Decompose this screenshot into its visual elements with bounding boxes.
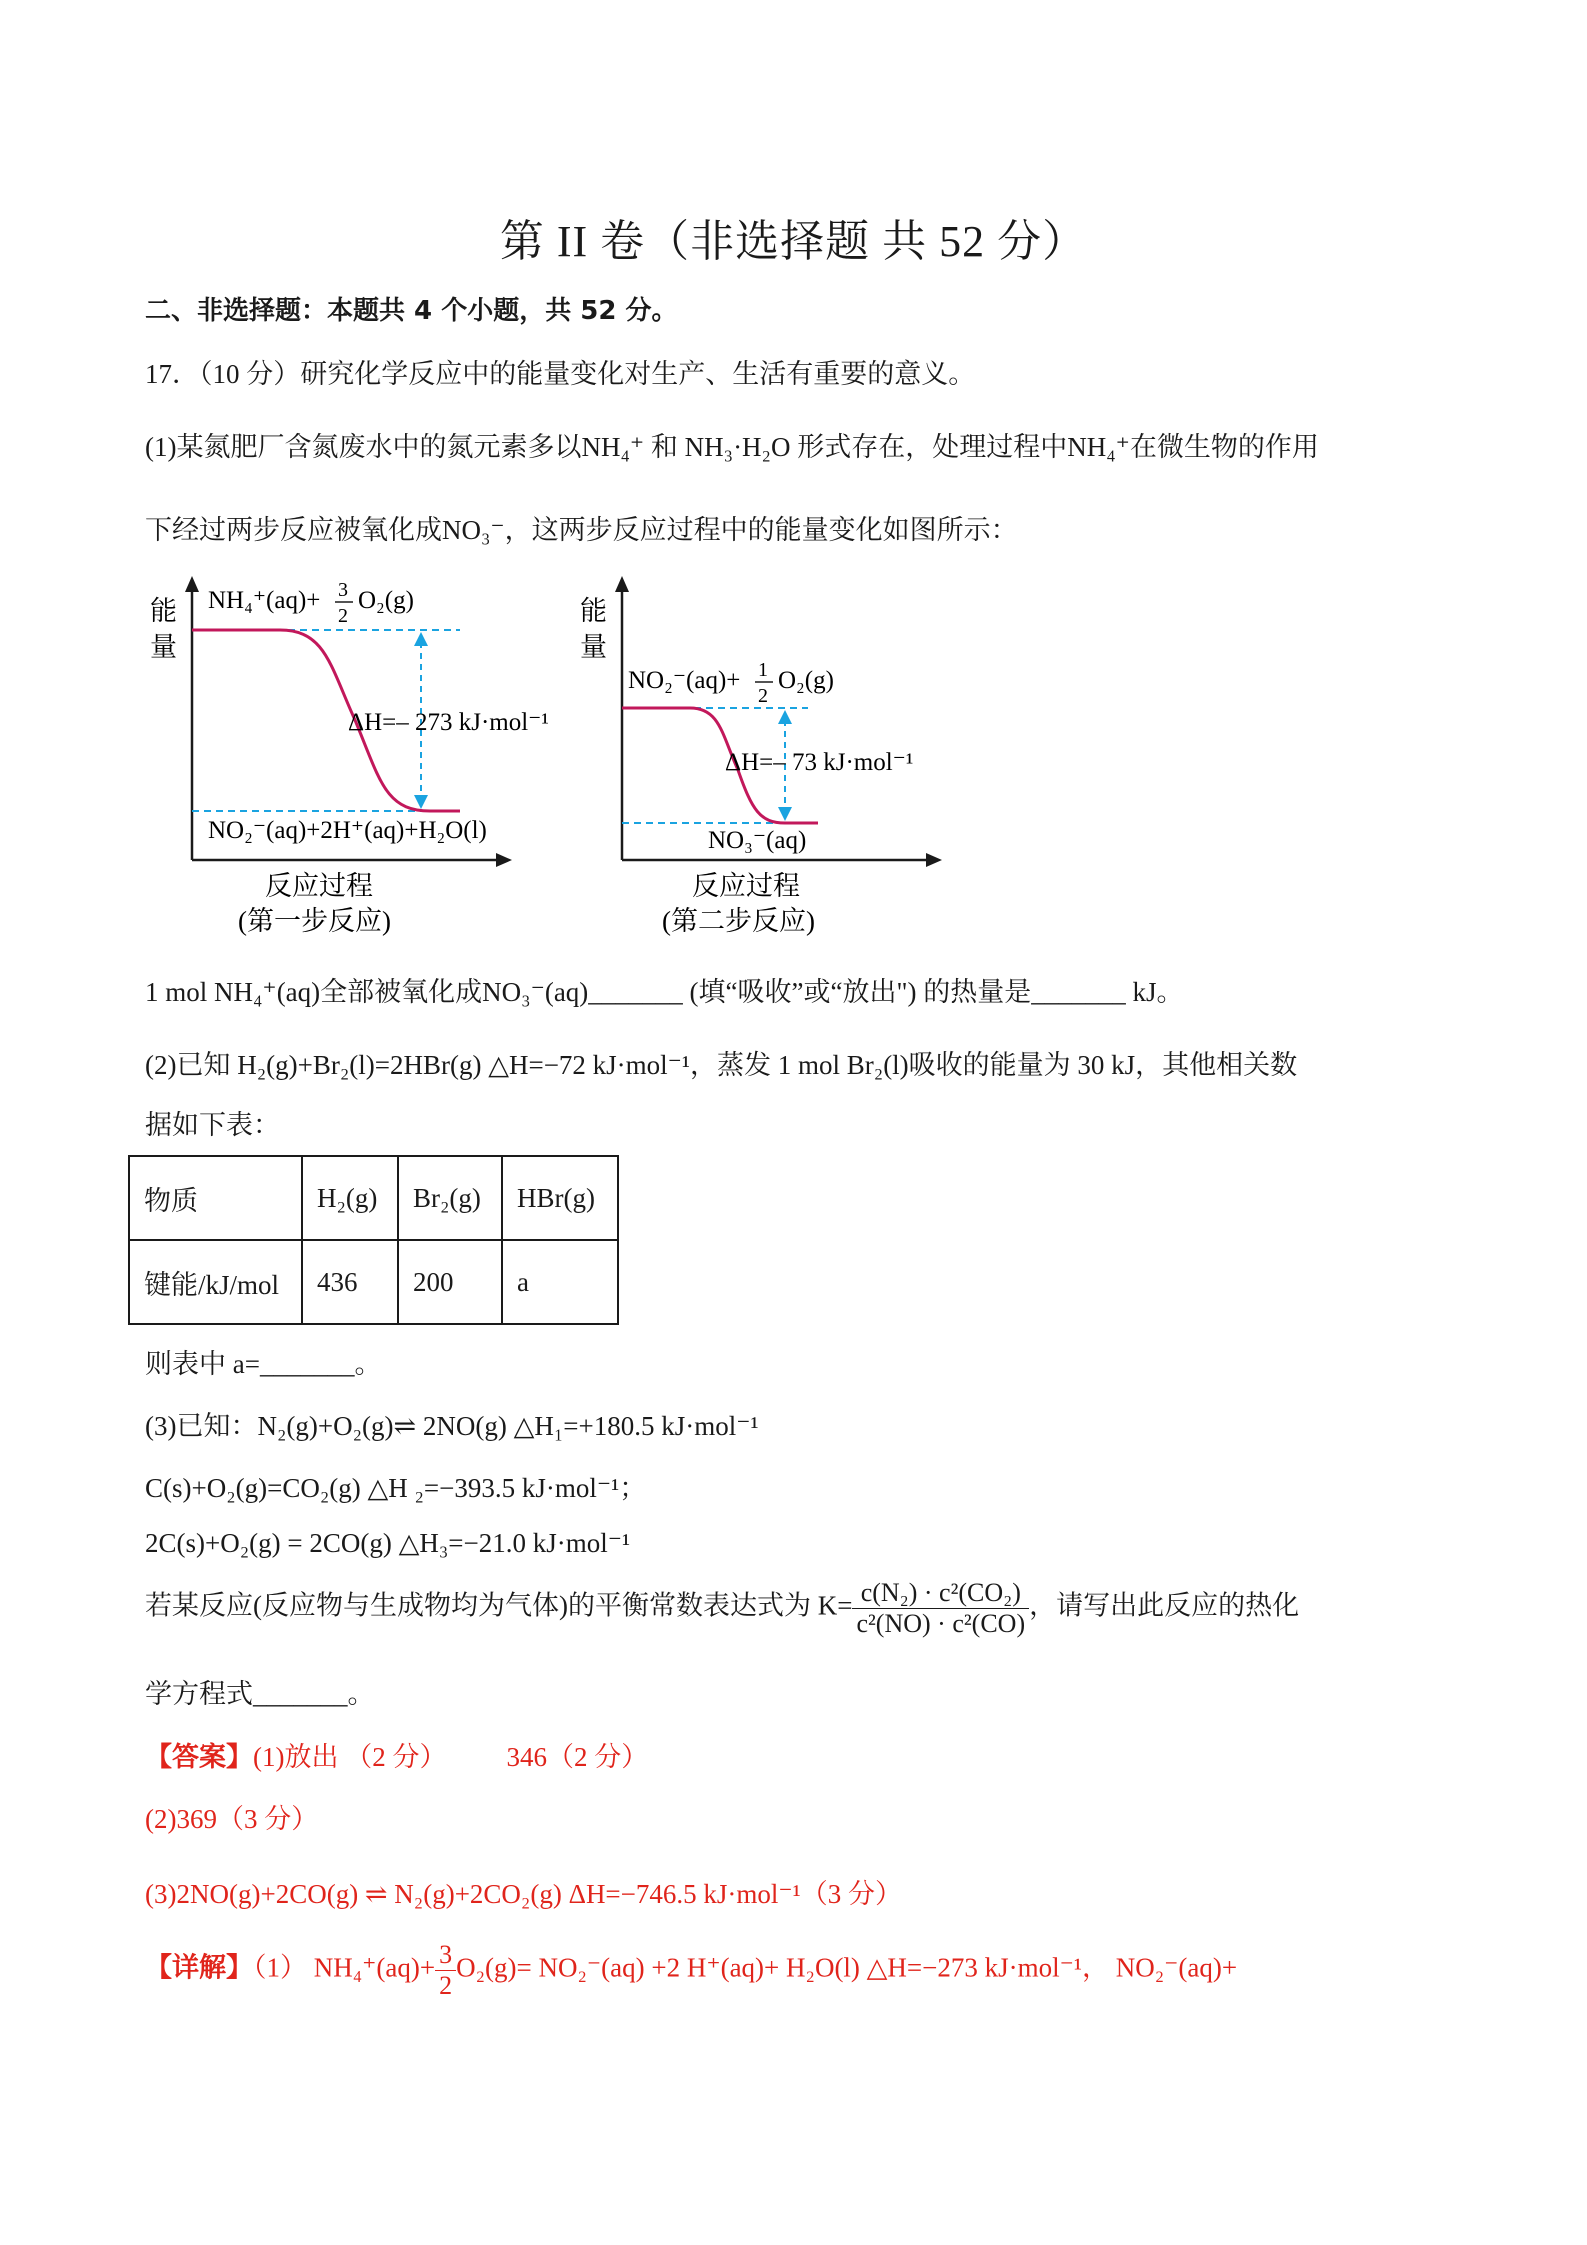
part2-line2: 据如下表： xyxy=(145,1110,280,1140)
page-title: 第 II 卷（非选择题 共 52 分） xyxy=(499,217,1088,266)
detail-fraction xyxy=(435,1940,456,2001)
top-species: NO₂⁻(aq)+ xyxy=(628,667,741,694)
table-row xyxy=(129,1156,618,1240)
answer-part1: (1)放出 （2 分） xyxy=(253,1742,447,1772)
text: 1 mol xyxy=(145,977,208,1007)
top-frac-den: 2 xyxy=(758,685,768,707)
table-cell: 436 xyxy=(302,1240,398,1324)
part3-line5: 学方程式_______。 xyxy=(145,1679,375,1709)
text: (1)某氮肥厂含氮废水中的氮元素多以 xyxy=(145,432,582,462)
top-species: NH₄⁺(aq)+ xyxy=(208,587,321,614)
arrow-head-down xyxy=(778,807,792,821)
text: ，请写出此反应的热化 xyxy=(1029,1590,1300,1621)
detail-line xyxy=(145,1940,1237,2001)
part1-line2 xyxy=(145,508,1018,547)
answer-line2: (2)369（3 分） xyxy=(145,1804,319,1834)
top-frac-num: 3 xyxy=(338,579,348,601)
part1-line1 xyxy=(145,425,1319,464)
table-cell: a xyxy=(502,1240,618,1324)
x-label: 反应过程 xyxy=(692,871,800,901)
text: 和 xyxy=(650,432,678,462)
text: 在微生物的作用 xyxy=(1129,432,1319,462)
part2-question: 则表中 a=_______。 xyxy=(145,1349,382,1379)
y-axis-arrow xyxy=(185,576,199,592)
y-label-1: 能 xyxy=(580,596,607,626)
detail-text: O₂(g)= NO₂⁻(aq) +2 H⁺(aq)+ H₂O(l) △H=−273 kJ·mol⁻¹， NO₂⁻(aq)+ xyxy=(456,1952,1238,1983)
table-cell: 200 xyxy=(398,1240,502,1324)
k-numerator: c(N₂) · c²(CO₂) xyxy=(852,1578,1029,1609)
caption: (第二步反应) xyxy=(662,906,815,936)
bond-energy-table xyxy=(128,1155,619,1325)
species-no3: NO₃⁻ xyxy=(482,977,545,1007)
species-nh4: NH₄⁺ xyxy=(1067,432,1130,462)
x-axis-arrow xyxy=(926,853,942,867)
bottom-species: NO₃⁻(aq) xyxy=(708,827,807,854)
part3-line3: 2C(s)+O₂(g) = 2CO(g) △H₃=−21.0 kJ·mol⁻¹ xyxy=(145,1528,631,1558)
bottom-species: NO₂⁻(aq)+2H⁺(aq)+H₂O(l) xyxy=(208,817,487,844)
y-label-2: 量 xyxy=(580,632,607,662)
species-nh4: NH₄⁺ xyxy=(581,432,645,462)
y-label-1: 能 xyxy=(150,596,177,626)
y-axis-arrow xyxy=(615,576,629,592)
part3-line2: C(s)+O₂(g)=CO₂(g) △H ₂=−393.5 kJ·mol⁻¹； xyxy=(145,1473,647,1503)
text: 下经过两步反应被氧化成 xyxy=(145,515,442,545)
part3-line4 xyxy=(145,1578,1299,1639)
species-no3: NO₃⁻ xyxy=(442,515,505,545)
part2-line1: (2)已知 H₂(g)+Br₂(l)=2HBr(g) △H=−72 kJ·mol⁻¹，蒸发 1 mol Br₂(l)吸收的能量为 30 kJ，其他相关数 xyxy=(145,1050,1298,1080)
answer-label: 【答案】 xyxy=(145,1742,253,1773)
question-stem: 17．（10 分）研究化学反应中的能量变化对生产、生活有重要的意义。 xyxy=(145,359,976,389)
delta-h-label: ΔH=– 273 kJ·mol⁻¹ xyxy=(348,709,549,736)
energy-diagram-step2 xyxy=(570,570,990,940)
top-species-tail: O₂(g) xyxy=(358,587,414,614)
text: ，这两步反应过程中的能量变化如图所示： xyxy=(504,515,1018,545)
k-expression xyxy=(852,1578,1029,1639)
frac-num: 3 xyxy=(435,1940,456,1971)
y-label-2: 量 xyxy=(150,632,177,662)
x-axis-arrow xyxy=(496,853,512,867)
text: 形式存在，处理过程中 xyxy=(797,432,1068,462)
answer-part1b: 346（2 分） xyxy=(506,1742,649,1772)
table-cell: 键能/kJ/mol xyxy=(129,1240,302,1324)
x-label: 反应过程 xyxy=(265,871,373,901)
table-row xyxy=(129,1240,618,1324)
arrow-head-up xyxy=(778,710,792,724)
part3-line1: (3)已知：N₂(g)+O₂(g)⇌ 2NO(g) △H₁=+180.5 kJ·mol⁻¹ xyxy=(145,1411,759,1441)
species-nh3h2o: NH₃·H₂O xyxy=(684,432,791,462)
table-cell: 物质 xyxy=(129,1156,302,1240)
table-cell: HBr(g) xyxy=(502,1156,618,1240)
top-frac-den: 2 xyxy=(338,605,348,627)
arrow-head-down xyxy=(414,795,428,809)
answer-line3: (3)2NO(g)+2CO(g) ⇌ N₂(g)+2CO₂(g) ΔH=−746.5 kJ·mol⁻¹（3 分） xyxy=(145,1879,902,1909)
detail-label: 【详解】 xyxy=(145,1952,253,1984)
table-cell: Br₂(g) xyxy=(398,1156,502,1240)
arrow-head-up xyxy=(414,632,428,646)
detail-text: （1） NH₄⁺(aq)+ xyxy=(253,1952,436,1983)
top-frac-num: 1 xyxy=(758,659,768,681)
answer-line1 xyxy=(145,1735,648,1774)
delta-h-label: ΔH=– 73 kJ·mol⁻¹ xyxy=(725,749,914,776)
text: 若某反应(反应物与生成物均为气体)的平衡常数表达式为 K= xyxy=(145,1590,853,1621)
text: (aq)全部被氧化成 xyxy=(276,977,483,1007)
caption: (第一步反应) xyxy=(238,906,391,936)
part1-question xyxy=(145,970,1184,1009)
section-heading: 二、非选择题：本题共 4 个小题，共 52 分。 xyxy=(145,296,678,326)
k-denominator: c²(NO) · c²(CO) xyxy=(856,1608,1026,1638)
frac-den: 2 xyxy=(439,1970,453,2000)
text: (aq)_______ (填“吸收”或“放出") 的热量是_______ kJ。 xyxy=(544,977,1184,1007)
top-species-tail: O₂(g) xyxy=(778,667,834,694)
energy-diagram-step1 xyxy=(140,570,620,940)
table-cell: H₂(g) xyxy=(302,1156,398,1240)
species-nh4: NH₄⁺ xyxy=(214,977,277,1007)
